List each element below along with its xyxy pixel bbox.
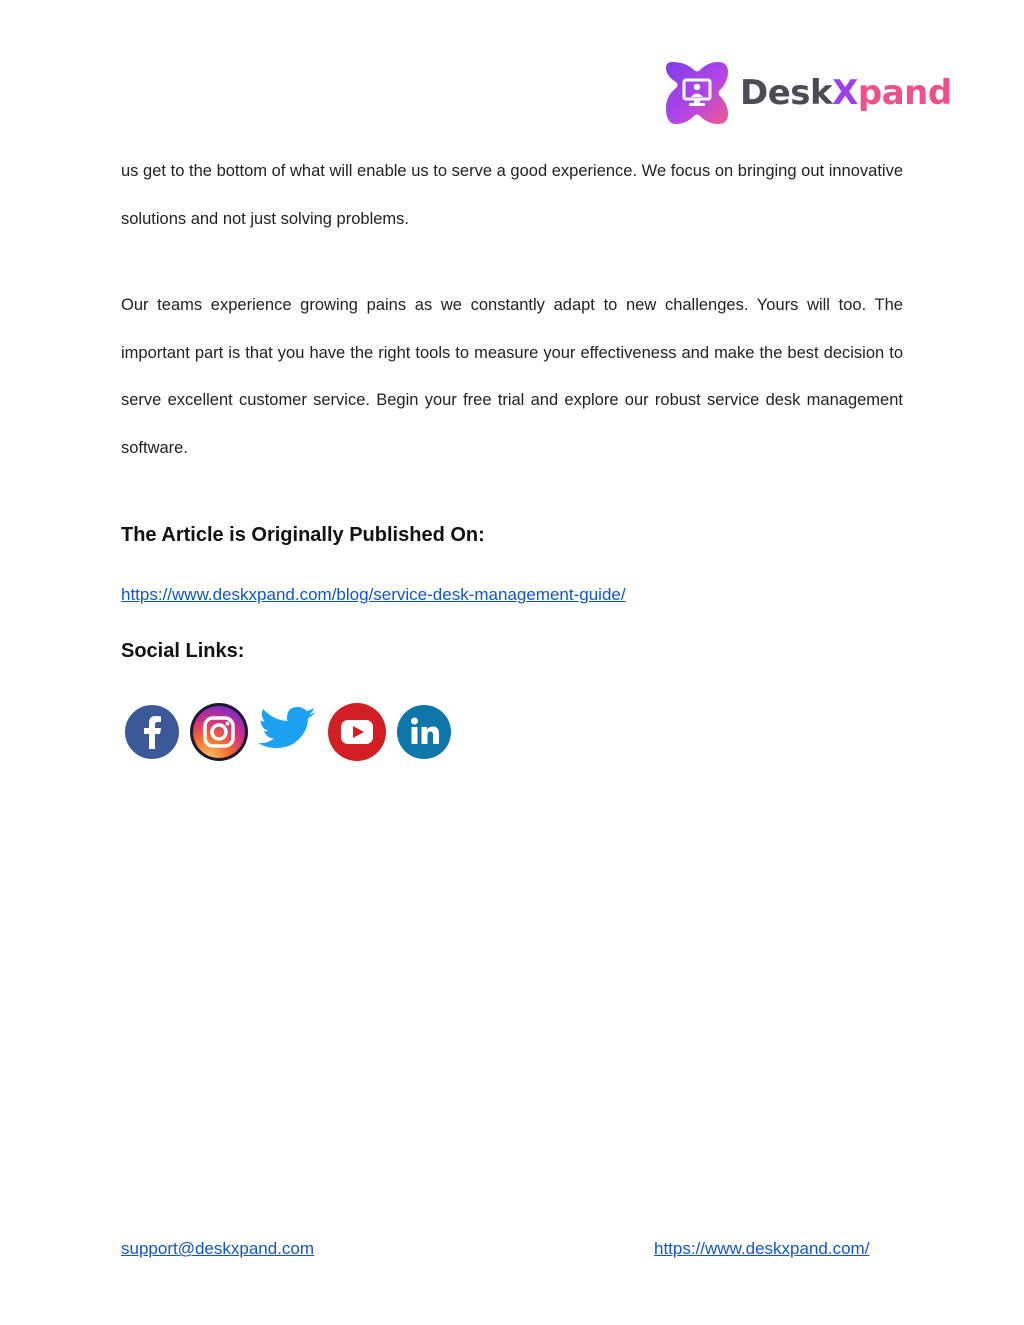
paragraph-growing-pains: Our teams experience growing pains as we constantly adapt to new challenges. Yours will too. The important part is that you have the right tools to measure your effectiveness and make the best decision to serve excellent customer service. Begin your free trial and explore our robust service desk management software. [121,296,903,457]
deskxpand-logo [664,60,952,126]
youtube-icon[interactable] [327,702,387,762]
linkedin-icon[interactable] [396,704,452,760]
logo-word-x: X [832,73,858,113]
article-link[interactable]: https://www.deskxpand.com/blog/service-desk-management-guide/ [121,585,626,604]
logo-word-desk: Desk [740,73,833,113]
footer-website-link[interactable]: https://www.deskxpand.com/ [654,1239,870,1258]
social-links-heading: Social Links: [121,640,245,662]
social-links [124,702,461,762]
paragraph-intro: us get to the bottom of what will enable us to serve a good experience. We focus on bringing out innovative solutions and not just solving problems. [121,162,903,228]
logo-wordmark [740,73,952,113]
article-source-heading: The Article is Originally Published On: [121,524,485,546]
facebook-icon[interactable] [124,703,180,761]
footer-email-link[interactable]: support@deskxpand.com [121,1239,315,1258]
twitter-icon[interactable] [258,706,318,758]
logo-word-pand: pand [857,73,952,113]
instagram-icon[interactable] [189,702,249,762]
monitor-user-icon [664,60,730,126]
